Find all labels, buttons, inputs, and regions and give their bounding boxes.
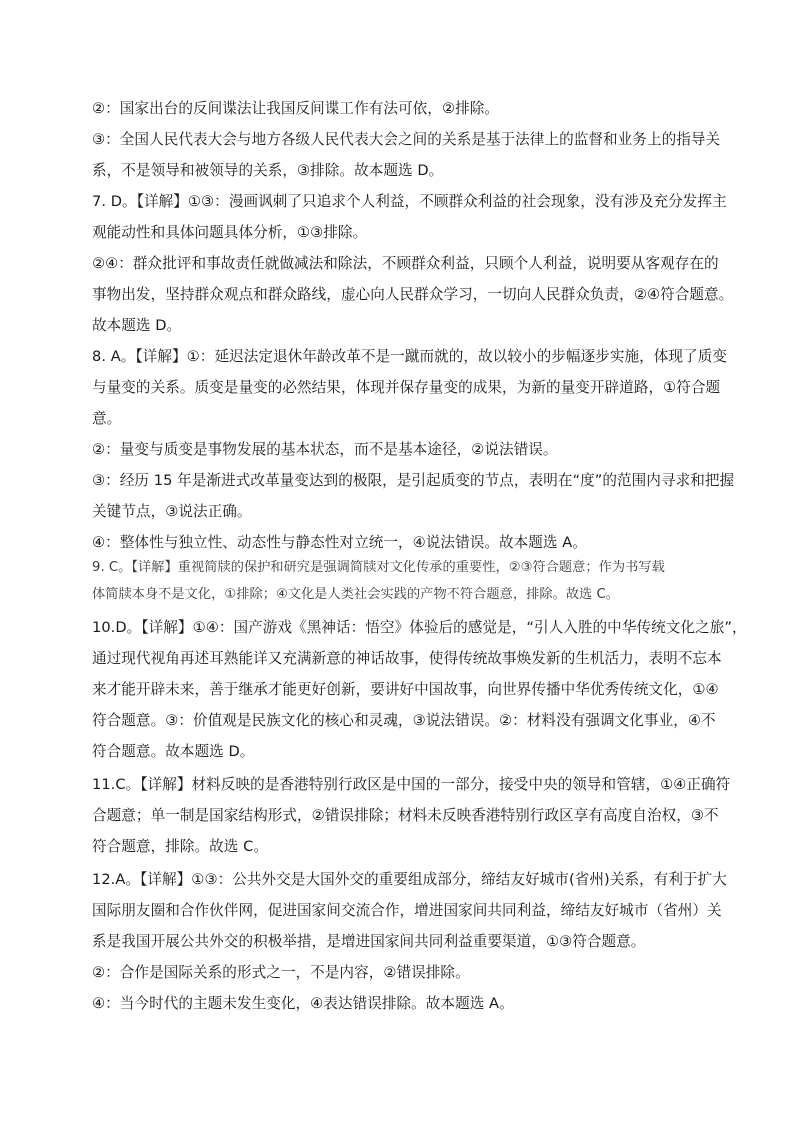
paragraph-q9 bbox=[92, 557, 704, 605]
text-line: ③：经历 15 年是渐进式改革量变达到的极限，是引起质变的节点，表明在“度”的范围内寻求和把握 bbox=[92, 472, 735, 489]
paragraph-q6-item3 bbox=[92, 129, 721, 181]
text-line: 国际朋友圈和合作伙伴网，促进国家间交流合作，增进国家间共同利益，缔结友好城市（省州）关 bbox=[92, 902, 722, 919]
text-line: 事物出发，坚持群众观点和群众路线，虚心向人民群众学习，一切向人民群众负责，②④符合题意。 bbox=[92, 286, 734, 303]
text-line: 系，不是领导和被领导的关系，③排除。故本题选 D。 bbox=[92, 162, 444, 179]
text-line: 11.C。【详解】材料反映的是香港特别行政区是中国的一部分，接受中央的领导和管辖，①④正确符 bbox=[92, 776, 731, 793]
text-line: 符合题意，排除。故选 C。 bbox=[92, 838, 269, 855]
text-line: ②：量变与质变是事物发展的基本状态，而不是基本途径，②说法错误。 bbox=[92, 441, 558, 458]
text-line: 符合题意。③：价值观是民族文化的核心和灵魂，③说法错误。②：材料没有强调文化事业，④不 bbox=[92, 712, 716, 729]
text-line: 7. D。【详解】①③：漫画讽刺了只追求个人利益，不顾群众利益的社会现象，没有涉及充分发挥主 bbox=[92, 193, 727, 210]
text-line: 符合题意。故本题选 D。 bbox=[92, 743, 255, 760]
text-line: 合题意；单一制是国家结构形式，②错误排除；材料未反映香港特别行政区享有高度自治权，③不 bbox=[92, 807, 719, 824]
text-line: 来才能开辟未来，善于继承才能更好创新，要讲好中国故事，向世界传播中华优秀传统文化，①④ bbox=[92, 681, 719, 698]
paragraph-q8-item2 bbox=[92, 439, 704, 460]
text-line: ②：合作是国际关系的形式之一，不是内容，②错误排除。 bbox=[92, 964, 470, 981]
text-line: 8. A。【详解】①：延迟法定退休年龄改革不是一蹴而就的，故以较小的步幅逐步实施，体现了质变 bbox=[92, 348, 727, 365]
paragraph-q12-item4 bbox=[92, 993, 704, 1014]
text-line: 关键节点，③说法正确。 bbox=[92, 503, 252, 520]
paragraph-q8-item3 bbox=[92, 470, 735, 522]
text-line: 与量变的关系。质变是量变的必然结果，体现并保存量变的成果，为新的量变开辟道路，①符合题 bbox=[92, 379, 721, 396]
text-line: ②④：群众批评和事故责任就做减法和除法，不顾群众利益，只顾个人利益，说明要从客观存在的 bbox=[92, 255, 719, 272]
text-line: 体简牍本身不是文化，①排除；④文化是人类社会实践的产物不符合题意，排除。故选 C。 bbox=[92, 587, 620, 602]
text-line: ④：整体性与独立性、动态性与静态性对立统一，④说法错误。故本题选 A。 bbox=[92, 534, 587, 551]
paragraph-q8 bbox=[92, 346, 727, 429]
text-line: 10.D。【详解】①④：国产游戏《黑神话：悟空》体验后的感觉是，“引人入胜的中华传统文化之旅”， bbox=[92, 619, 747, 636]
text-line: ③：全国人民代表大会与地方各级人民代表大会之间的关系是基于法律上的监督和业务上的指导关 bbox=[92, 131, 721, 148]
paragraph-q8-item4 bbox=[92, 532, 704, 553]
text-line: 观能动性和具体问题具体分析，①③排除。 bbox=[92, 224, 368, 241]
text-line: 意。 bbox=[92, 410, 122, 427]
paragraph-q6-item2 bbox=[92, 98, 704, 119]
text-line: 通过现代视角再述耳熟能详又充满新意的神话故事，使得传统故事焕发新的生机活力，表明不忘本 bbox=[92, 650, 722, 667]
answer-explanation-page bbox=[92, 98, 747, 1014]
text-line: ②：国家出台的反间谍法让我国反间谍工作有法可依，②排除。 bbox=[92, 100, 500, 117]
text-line: ④：当今时代的主题未发生变化，④表达错误排除。故本题选 A。 bbox=[92, 995, 514, 1012]
paragraph-q11 bbox=[92, 774, 731, 857]
text-line: 9. C。【详解】重视简牍的保护和研究是强调简牍对文化传承的重要性，②③符合题意；作为书写载 bbox=[92, 560, 665, 575]
paragraph-q10 bbox=[92, 617, 747, 762]
paragraph-q12 bbox=[92, 869, 727, 952]
text-line: 12.A。【详解】①③：公共外交是大国外交的重要组成部分，缔结友好城市(省州)关系，有利于扩大 bbox=[92, 871, 727, 888]
paragraph-q7-items24 bbox=[92, 253, 734, 336]
text-line: 故本题选 D。 bbox=[92, 317, 182, 334]
paragraph-q12-item2 bbox=[92, 962, 704, 983]
text-line: 系是我国开展公共外交的积极举措，是增进国家间共同利益重要渠道，①③符合题意。 bbox=[92, 933, 646, 950]
paragraph-q7 bbox=[92, 191, 727, 243]
